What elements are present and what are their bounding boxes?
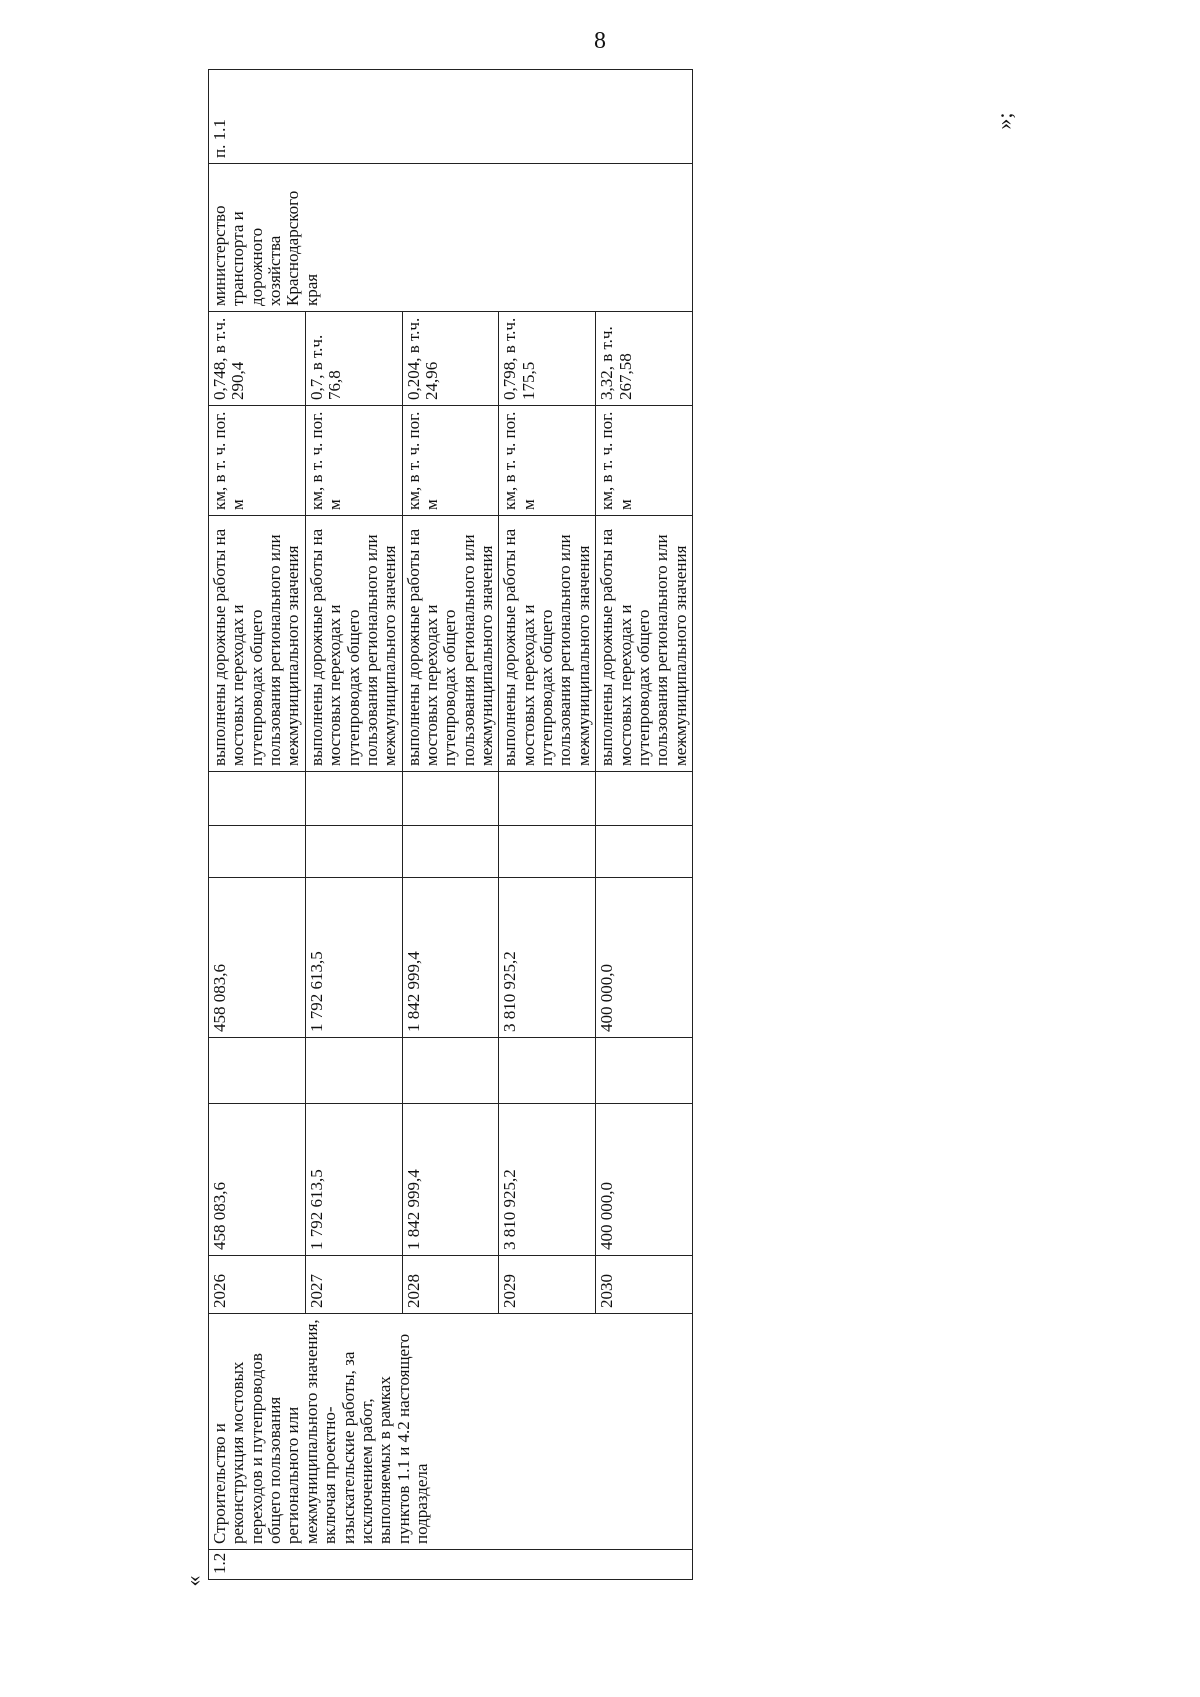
table-row: [209, 70, 306, 1580]
measure-name: Строительство и реконструкция мостовых переходов и путепроводов общего пользования регионального или межмуниципального значения, включая проектно-изыскательские работы, за исключением работ, выполняемых в рамках пунктов 1.1 и 4.2 настоящего подраздела: [209, 1314, 693, 1550]
year-cell: 2027: [305, 1256, 402, 1314]
total-cell: 458 083,6: [209, 1104, 306, 1256]
unit-cell: км, в т. ч. пог. м: [209, 406, 306, 516]
regional-cell: 400 000,0: [596, 878, 693, 1038]
year-cell: 2026: [209, 1256, 306, 1314]
result-cell: выполнены дорожные работы на мостовых переходах и путепроводах общего пользования регионального или межмуниципального значения: [402, 516, 499, 772]
local-cell: [305, 826, 402, 878]
federal-cell: [305, 1038, 402, 1104]
total-cell: 400 000,0: [596, 1104, 693, 1256]
value-cell: 0,7, в т.ч. 76,8: [305, 312, 402, 406]
other-cell: [305, 772, 402, 826]
row-number: 1.2: [209, 1550, 693, 1580]
regional-cell: 1 792 613,5: [305, 878, 402, 1038]
result-cell: выполнены дорожные работы на мостовых переходах и путепроводах общего пользования регионального или межмуниципального значения: [499, 516, 596, 772]
other-cell: [596, 772, 693, 826]
regional-cell: 458 083,6: [209, 878, 306, 1038]
total-cell: 1 842 999,4: [402, 1104, 499, 1256]
result-cell: выполнены дорожные работы на мостовых переходах и путепроводах общего пользования регионального или межмуниципального значения: [209, 516, 306, 772]
result-cell: выполнены дорожные работы на мостовых переходах и путепроводах общего пользования регионального или межмуниципального значения: [596, 516, 693, 772]
value-cell: 0,204, в т.ч. 24,96: [402, 312, 499, 406]
year-cell: 2030: [596, 1256, 693, 1314]
local-cell: [402, 826, 499, 878]
year-cell: 2028: [402, 1256, 499, 1314]
unit-cell: км, в т. ч. пог. м: [596, 406, 693, 516]
closing-quote-mark: »;: [991, 112, 1017, 130]
other-cell: [209, 772, 306, 826]
result-cell: выполнены дорожные работы на мостовых переходах и путепроводах общего пользования регионального или межмуниципального значения: [305, 516, 402, 772]
opening-quote-mark: «: [180, 1575, 206, 1587]
customer-cell: министерство транспорта и дорожного хозяйства Краснодарского края: [209, 164, 693, 312]
program-table: [208, 69, 693, 1580]
regional-cell: 3 810 925,2: [499, 878, 596, 1038]
page-number: 8: [594, 28, 606, 54]
local-cell: [596, 826, 693, 878]
local-cell: [209, 826, 306, 878]
federal-cell: [499, 1038, 596, 1104]
reference-cell: п. 1.1: [209, 70, 693, 164]
value-cell: 0,748, в т.ч. 290,4: [209, 312, 306, 406]
federal-cell: [596, 1038, 693, 1104]
other-cell: [499, 772, 596, 826]
unit-cell: км, в т. ч. пог. м: [402, 406, 499, 516]
total-cell: 1 792 613,5: [305, 1104, 402, 1256]
federal-cell: [402, 1038, 499, 1104]
value-cell: 3,32, в т.ч. 267,58: [596, 312, 693, 406]
value-cell: 0,798, в т.ч. 175,5: [499, 312, 596, 406]
local-cell: [499, 826, 596, 878]
unit-cell: км, в т. ч. пог. м: [499, 406, 596, 516]
federal-cell: [209, 1038, 306, 1104]
year-cell: 2029: [499, 1256, 596, 1314]
total-cell: 3 810 925,2: [499, 1104, 596, 1256]
unit-cell: км, в т. ч. пог. м: [305, 406, 402, 516]
rotated-table-wrapper: [208, 120, 978, 1580]
other-cell: [402, 772, 499, 826]
regional-cell: 1 842 999,4: [402, 878, 499, 1038]
